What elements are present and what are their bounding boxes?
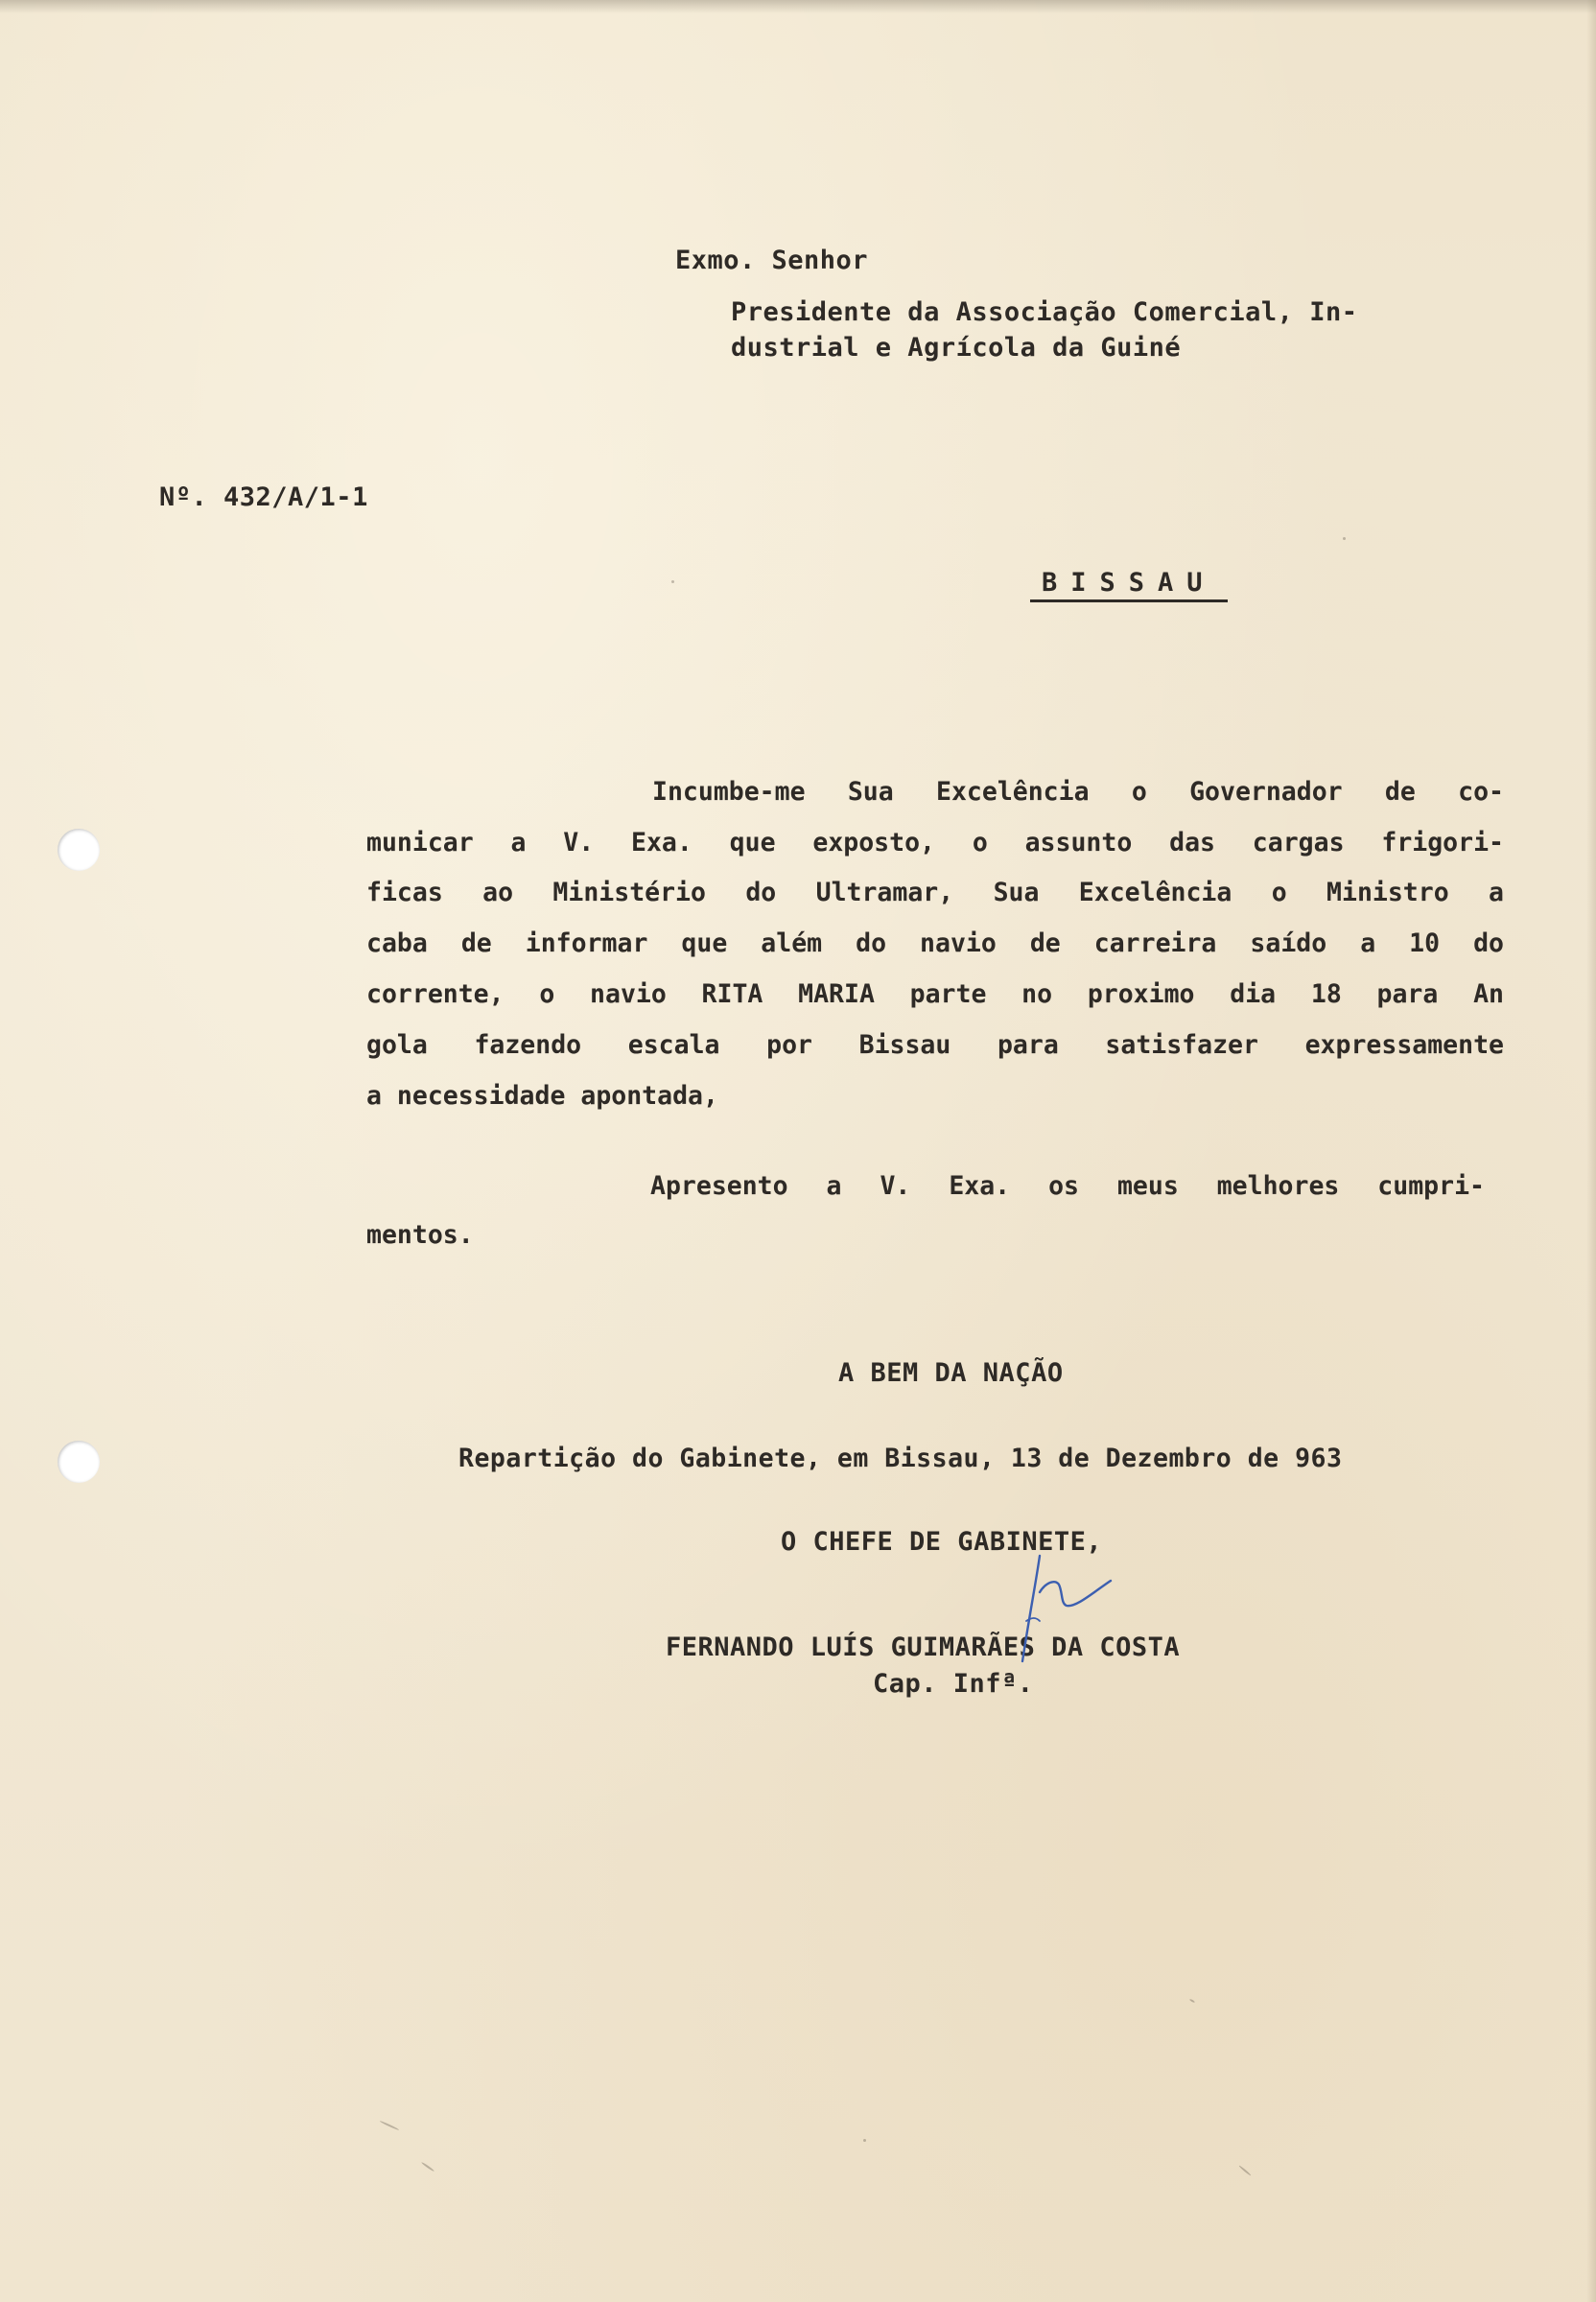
body-line: Incumbe-me Sua Excelência o Governador de co- [652, 777, 1504, 807]
closing-line-1: Apresento a V. Exa. os meus melhores cumpri- [650, 1171, 1485, 1201]
page-right-edge [1586, 0, 1596, 2302]
paper-speck [380, 2120, 400, 2130]
body-line: gola fazendo escala por Bissau para satisfazer expressamente [366, 1030, 1504, 1060]
body-line: corrente, o navio RITA MARIA parte no proximo dia 18 para An [366, 979, 1504, 1009]
signatory-rank: Cap. Infª. [873, 1669, 1034, 1699]
addressee-salutation: Exmo. Senhor [675, 246, 869, 275]
signatory-name: FERNANDO LUÍS GUIMARÃES DA COSTA [666, 1633, 1181, 1662]
paper-speck [1343, 537, 1346, 540]
reference-number: Nº. 432/A/1-1 [159, 482, 368, 512]
signatory-title: O CHEFE DE GABINETE, [781, 1527, 1103, 1557]
paper-speck [863, 2139, 866, 2142]
punch-hole-bottom [58, 1441, 100, 1483]
destination-heading: BISSAU [1030, 570, 1228, 602]
body-line: ficas ao Ministério do Ultramar, Sua Excelência o Ministro a [366, 878, 1504, 907]
addressee-line-1: Presidente da Associação Comercial, In- [731, 297, 1358, 327]
paper-speck [671, 580, 674, 583]
motto: A BEM DA NAÇÃO [838, 1358, 1064, 1388]
place-date: Repartição do Gabinete, em Bissau, 13 de Dezembro de 963 [458, 1444, 1343, 1473]
closing-line-2: mentos. [366, 1220, 474, 1250]
handwritten-signature [998, 1554, 1141, 1669]
addressee-line-2: dustrial e Agrícola da Guiné [731, 333, 1182, 363]
page-top-edge [0, 0, 1596, 13]
body-line: a necessidade apontada, [366, 1081, 718, 1111]
paper-speck [1238, 2165, 1252, 2176]
paper-speck [1189, 1999, 1195, 2004]
punch-hole-top [58, 829, 100, 871]
body-line: municar a V. Exa. que exposto, o assunto das cargas frigori- [366, 828, 1504, 857]
body-line: caba de informar que além do navio de carreira saído a 10 do [366, 928, 1504, 958]
paper-speck [421, 2162, 434, 2173]
